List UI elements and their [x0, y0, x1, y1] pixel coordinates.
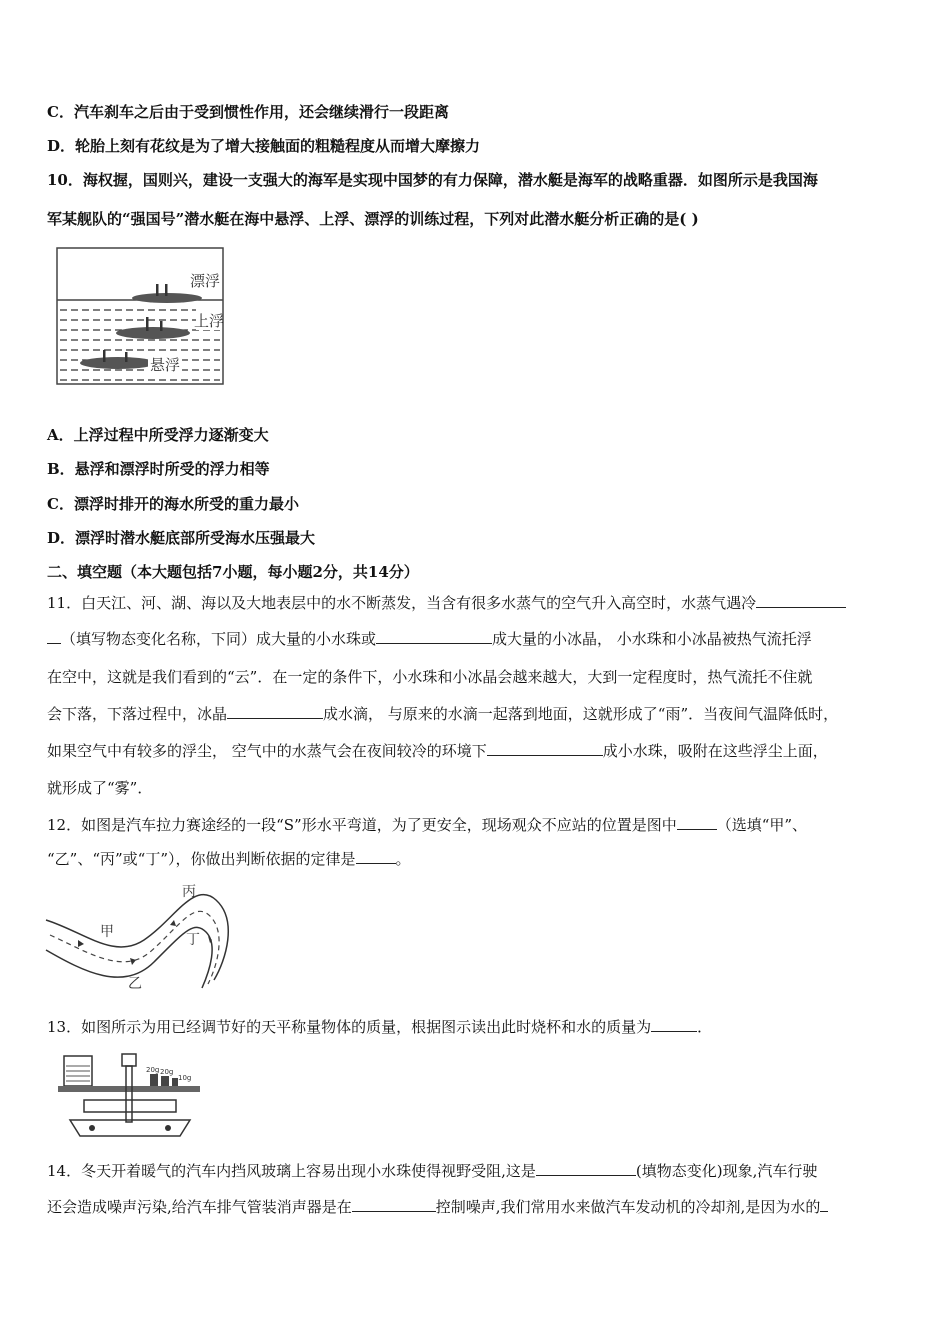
- q10-option-a: A．上浮过程中所受浮力逐渐变大: [47, 426, 269, 444]
- weight-label-1: 20g: [146, 1066, 160, 1074]
- q11-line-4: [47, 704, 838, 724]
- q11-line-3: 在空中，这就是我们看到的“云”．在一定的条件下，小水珠和小冰晶会越来越大，大到一定程度时，热气流托不住就: [47, 668, 813, 686]
- q10-stem-line-1: 10．海权握，国则兴，建设一支强大的海军是实现中国梦的有力保障，潜水艇是海军的战略重器．如图所示是我国海: [47, 171, 818, 189]
- q12-blank-2[interactable]: [356, 849, 396, 864]
- q14-text-1a: 14．冬天开着暖气的汽车内挡风玻璃上容易出现小水珠使得视野受阻,这是: [47, 1162, 536, 1180]
- balance-pillar: [126, 1066, 132, 1122]
- q12-text-2b: 。: [395, 850, 411, 868]
- label-bing: 丙: [182, 884, 196, 900]
- label-floating: 漂浮: [190, 272, 221, 290]
- q14-line-1: [47, 1161, 817, 1181]
- q14-blank-1[interactable]: [536, 1161, 636, 1176]
- q11-line-6: 就形成了“雾”．: [47, 779, 153, 797]
- q11-line-2: [47, 629, 812, 649]
- q11-text-1: 11．白天江、河、湖、海以及大地表层中的水不断蒸发，当含有很多水蒸气的空气升入高空时，水蒸气遇冷: [47, 594, 757, 612]
- q12-text-1b: （选填“甲”、: [716, 816, 808, 834]
- q11-line-1: [47, 593, 846, 613]
- q12-line-1: [47, 815, 807, 835]
- q14-text-2b: 控制噪声,我们常用水来做汽车发动机的冷却剂,是因为水的: [435, 1198, 821, 1216]
- q14-blank-3[interactable]: [820, 1197, 828, 1212]
- q12-text-2a: “乙”、“丙”或“丁”），你做出判断依据的定律是: [47, 850, 356, 868]
- label-yi: 乙: [128, 976, 142, 992]
- q10-stem-line-2: 军某舰队的“强国号”潜水艇在海中悬浮、上浮、漂浮的训练过程，下列对此潜水艇分析正确的是( ): [47, 210, 699, 228]
- q14-blank-2[interactable]: [352, 1197, 436, 1212]
- q13-blank-1[interactable]: [651, 1017, 697, 1032]
- q13-text-1a: 13．如图所示为用已经调节好的天平称量物体的质量，根据图示读出此时烧杯和水的质量为: [47, 1018, 652, 1036]
- q12-line-2: [47, 849, 411, 869]
- balance-beam-scale: [84, 1100, 176, 1112]
- q10-option-c: C．漂浮时排开的海水所受的重力最小: [47, 495, 299, 513]
- q14-line-2: [47, 1197, 828, 1217]
- q11-blank-1[interactable]: [756, 593, 846, 608]
- q14-text-1b: (填物态变化)现象,汽车行驶: [635, 1162, 818, 1180]
- q14-text-2a: 还会造成噪声污染,给汽车排气管装消声器是在: [47, 1198, 352, 1216]
- q11-text-4a: 会下落，下落过程中，冰晶: [47, 705, 228, 723]
- q12-text-1a: 12．如图是汽车拉力赛途经的一段“S”形水平弯道，为了更安全，现场观众不应站的位置是图中: [47, 816, 677, 834]
- q11-blank-1-cont[interactable]: [47, 629, 61, 644]
- q10-option-b: B．悬浮和漂浮时所受的浮力相等: [47, 460, 270, 478]
- weight-label-3: 10g: [178, 1074, 192, 1082]
- label-rising: 上浮: [194, 312, 225, 330]
- q11-text-5b: 成小水珠，吸附在这些浮尘上面，: [602, 742, 828, 760]
- balance-figure: [56, 1050, 204, 1142]
- q11-blank-4[interactable]: [487, 741, 603, 756]
- submarine-suspended: [80, 350, 156, 369]
- label-jia: 甲: [100, 924, 114, 940]
- q11-text-4b: 成水滴， 与原来的水滴一起落到地面，这就形成了“雨”．当夜间气温降低时，: [323, 705, 839, 723]
- section-2-title: 二、填空题（本大题包括7小题，每小题2分，共14分）: [47, 563, 419, 581]
- beaker-water: [66, 1066, 90, 1081]
- q12-blank-1[interactable]: [677, 815, 717, 830]
- s-curve-figure: [44, 880, 234, 998]
- q13-line-1: [47, 1017, 712, 1037]
- q11-blank-3[interactable]: [227, 704, 323, 719]
- q11-text-2a: （填写物态变化名称，下同）成大量的小水珠或: [61, 630, 377, 648]
- q9-option-c: C．汽车刹车之后由于受到惯性作用，还会继续滑行一段距离: [47, 103, 449, 121]
- weight-label-2: 20g: [160, 1068, 174, 1076]
- label-suspended: 悬浮: [150, 356, 181, 374]
- q9-option-d: D．轮胎上刻有花纹是为了增大接触面的粗糙程度从而增大摩擦力: [47, 137, 481, 155]
- q13-text-1b: ．: [697, 1018, 713, 1036]
- q11-text-5a: 如果空气中有较多的浮尘， 空气中的水蒸气会在夜间较冷的环境下: [47, 742, 487, 760]
- label-ding: 丁: [186, 932, 200, 948]
- submarine-figure: [50, 242, 230, 390]
- q11-line-5: [47, 741, 828, 761]
- q11-text-2b: 成大量的小冰晶， 小水珠和小冰晶被热气流托浮: [492, 630, 812, 648]
- q10-option-d: D．漂浮时潜水艇底部所受海水压强最大: [47, 529, 316, 547]
- q11-blank-2[interactable]: [376, 629, 492, 644]
